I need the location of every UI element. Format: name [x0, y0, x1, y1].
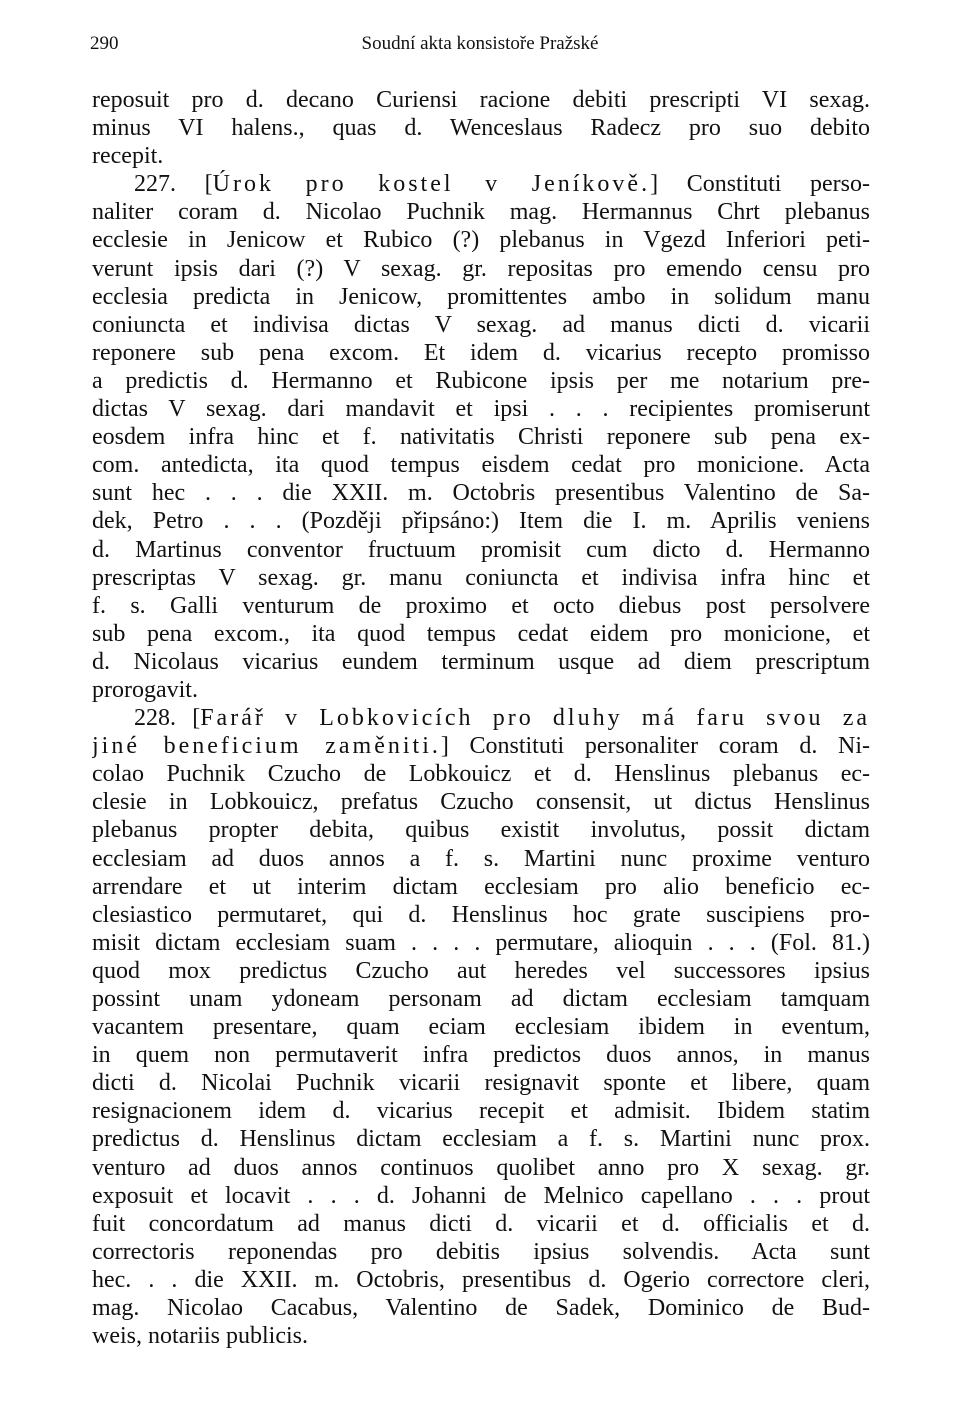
line-text: f. s. Galli venturum de proximo et octo diebus post persolvere [92, 592, 870, 619]
text-line [92, 1013, 870, 1041]
line-text: com. antedicta, ita quod tempus eisdem cedat pro monicione. Acta [92, 452, 870, 479]
line-text: hec. . . die XXII. m. Octobris, presentibus d. Ogerio correctore cleri, [92, 1266, 870, 1293]
line-text: d. Martinus conventor fructuum promisit cum dicto d. Hermanno [92, 536, 870, 563]
line-text: quod mox predictus Czucho aut heredes vel successores ipsius [92, 957, 870, 984]
text-line [92, 339, 870, 367]
running-head [90, 30, 870, 58]
text-line [92, 170, 870, 198]
line-text: venturo ad duos annos continuos quolibet anno pro X sexag. gr. [92, 1154, 870, 1181]
text-line [92, 1294, 870, 1322]
line-text: clesie in Lobkouicz, prefatus Czucho consensit, ut dictus Henslinus [92, 789, 870, 816]
text-line [92, 395, 870, 423]
line-text: dek, Petro . . . (Později připsáno:) Item die I. m. Aprilis veniens [92, 508, 870, 535]
line-text: ecclesie in Jenicow et Rubico (?) plebanus in Vgezd Inferiori peti- [92, 227, 870, 254]
line-text: verunt ipsis dari (?) V sexag. gr. repositas pro emendo censu pro [92, 255, 870, 282]
line-text: fuit concordatum ad manus dicti d. vicarii et d. officialis et d. [92, 1210, 870, 1237]
line-text: d. Nicolaus vicarius eundem terminum usque ad diem prescriptum [92, 648, 870, 675]
text-line [92, 845, 870, 873]
text-line [92, 142, 870, 170]
text-line [92, 311, 870, 339]
line-text: prescriptas V sexag. gr. manu coniuncta et indivisa infra hinc et [92, 564, 870, 591]
line-text: clesiastico permutaret, qui d. Henslinus hoc grate suscipiens pro- [92, 901, 870, 928]
line-text: possint unam ydoneam personam ad dictam ecclesiam tamquam [92, 986, 870, 1012]
text-line [92, 1322, 870, 1350]
text-line [92, 114, 870, 142]
text-line [92, 1238, 870, 1266]
page-number: 290 [90, 33, 119, 54]
text-line [92, 1125, 870, 1153]
line-text: ecclesiam ad duos annos a f. s. Martini nunc proxime venturo [92, 845, 870, 872]
text-line [92, 255, 870, 283]
spaced-heading-text: Farář v Lobkovicích pro dluhy má faru svou za [200, 705, 870, 732]
text-line [92, 957, 870, 985]
line-text: a predictis d. Hermanno et Rubicone ipsis per me notarium pre- [92, 367, 870, 394]
line-text: in quem non permutaverit infra predictos duos annos, in manus [92, 1042, 870, 1069]
text-line [92, 676, 870, 704]
text-line [92, 732, 870, 760]
text-line [92, 1041, 870, 1069]
text-line [92, 985, 870, 1013]
text-line [92, 564, 870, 592]
text-line [92, 816, 870, 844]
text-line [92, 704, 870, 732]
line-text: resignacionem idem d. vicarius recepit et admisit. Ibidem statim [92, 1098, 870, 1125]
line-text: reponere sub pena excom. Et idem d. vicarius recepto promisso [92, 339, 870, 366]
line-text: coniuncta et indivisa dictas V sexag. ad manus dicti d. vicarii [92, 311, 870, 338]
text-line [92, 788, 870, 816]
line-text: predictus d. Henslinus dictam ecclesiam a f. s. Martini nunc prox. [92, 1126, 870, 1153]
line-text: plebanus propter debita, quibus existit involutus, possit dictam [92, 817, 870, 844]
text-line [92, 423, 870, 451]
spaced-heading-text: Úrok pro kostel v Jeníkově. [212, 171, 651, 198]
text-line [92, 1154, 870, 1182]
text-line [92, 873, 870, 901]
spaced-heading-text: jiné beneficium zaměniti. [92, 733, 441, 760]
line-text: ] Constituti perso- [650, 171, 870, 198]
text-line [92, 1266, 870, 1294]
text-line [92, 451, 870, 479]
line-text: dictas V sexag. dari mandavit et ipsi . . . recipientes promiserunt [92, 396, 870, 423]
line-text: dicti d. Nicolai Puchnik vicarii resignavit sponte et libere, quam [92, 1070, 870, 1097]
line-text: 228. [ [134, 705, 201, 732]
line-text: misit dictam ecclesiam suam . . . . permutare, alioquin . . . (Fol. 81.) [92, 929, 870, 956]
line-text: sub pena excom., ita quod tempus cedat eidem pro monicione, et [92, 620, 870, 647]
text-line [92, 479, 870, 507]
body-text [92, 86, 870, 1350]
line-text: prorogavit. [92, 676, 198, 703]
text-line [92, 536, 870, 564]
text-line [92, 929, 870, 957]
text-line [92, 507, 870, 535]
text-line [92, 592, 870, 620]
line-text: 227. [ [134, 171, 213, 198]
text-line [92, 367, 870, 395]
line-text: exposuit et locavit . . . d. Johanni de Melnico capellano . . . prout [92, 1182, 870, 1209]
text-line [92, 620, 870, 648]
line-text: vacantem presentare, quam eciam ecclesiam ibidem in eventum, [92, 1014, 870, 1041]
text-line [92, 901, 870, 929]
line-text: eosdem infra hinc et f. nativitatis Christi reponere sub pena ex- [92, 424, 870, 451]
text-line [92, 760, 870, 788]
line-text: ecclesia predicta in Jenicow, promittentes ambo in solidum manu [92, 283, 870, 310]
text-line [92, 198, 870, 226]
line-text: ] Constituti personaliter coram d. Ni- [440, 733, 870, 760]
line-text: arrendare et ut interim dictam ecclesiam pro alio beneficio ec- [92, 873, 870, 900]
text-line [92, 283, 870, 311]
line-text: minus VI halens., quas d. Wenceslaus Radecz pro suo debito [92, 115, 870, 142]
line-text: reposuit pro d. decano Curiensi racione debiti prescripti VI sexag. [92, 87, 870, 113]
text-line [92, 1210, 870, 1238]
running-title: Soudní akta konsistoře Pražské [361, 33, 599, 54]
line-text: weis, notariis publicis. [92, 1323, 308, 1350]
line-text: mag. Nicolao Cacabus, Valentino de Sadek, Dominico de Bud- [92, 1295, 870, 1322]
text-line [92, 86, 870, 114]
text-line [92, 226, 870, 254]
text-line [92, 1069, 870, 1097]
line-text: colao Puchnik Czucho de Lobkouicz et d. Henslinus plebanus ec- [92, 761, 870, 788]
line-text: sunt hec . . . die XXII. m. Octobris presentibus Valentino de Sa- [92, 480, 870, 507]
text-line [92, 1097, 870, 1125]
text-line [92, 1182, 870, 1210]
line-text: naliter coram d. Nicolao Puchnik mag. Hermannus Chrt plebanus [92, 199, 870, 226]
text-line [92, 648, 870, 676]
line-text: recepit. [92, 143, 164, 170]
line-text: correctoris reponendas pro debitis ipsius solvendis. Acta sunt [92, 1238, 870, 1265]
